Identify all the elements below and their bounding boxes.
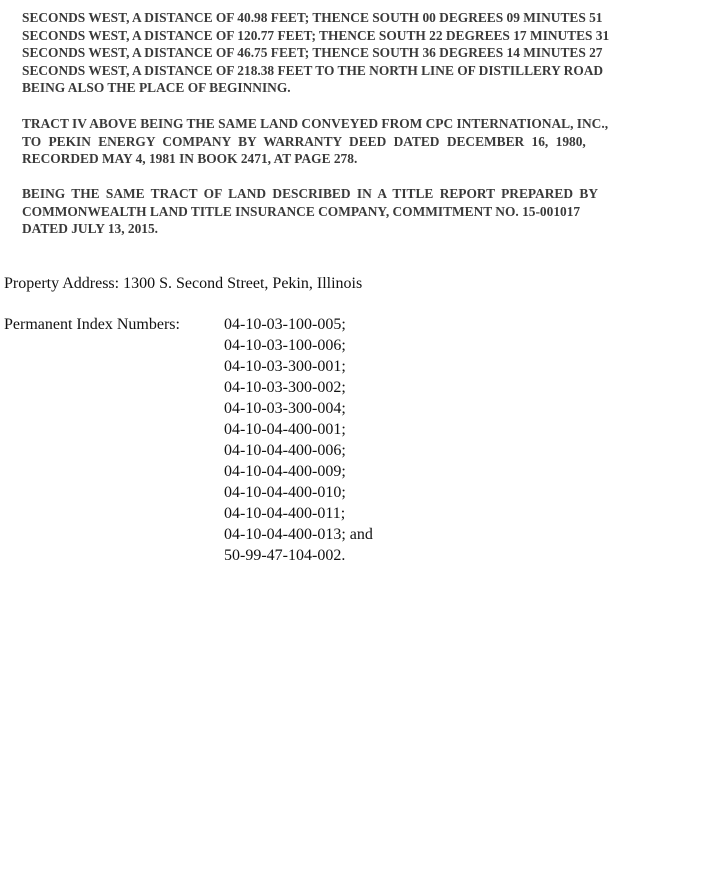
legal-description-paragraph-3	[22, 185, 690, 238]
legal-text-line: COMMONWEALTH LAND TITLE INSURANCE COMPANY, COMMITMENT NO. 15-001017	[22, 203, 581, 219]
property-address: Property Address: 1300 S. Second Street, Pekin, Illinois	[4, 275, 363, 292]
permanent-index-number: 04-10-04-400-001;	[224, 421, 346, 438]
legal-description-paragraph-2	[22, 115, 690, 168]
legal-text-line: TRACT IV ABOVE BEING THE SAME LAND CONVEYED FROM CPC INTERNATIONAL, INC.,	[22, 116, 609, 131]
permanent-index-number: 04-10-03-300-004;	[224, 400, 346, 417]
permanent-index-number: 04-10-04-400-009;	[224, 463, 346, 480]
permanent-index-label: Permanent Index Numbers:	[4, 316, 180, 333]
legal-text-line: SECONDS WEST, A DISTANCE OF 218.38 FEET TO THE NORTH LINE OF DISTILLERY ROAD	[22, 62, 604, 78]
legal-text-line: BEING THE SAME TRACT OF LAND DESCRIBED IN A TITLE REPORT PREPARED BY	[22, 186, 598, 201]
permanent-index-number: 04-10-03-100-006;	[224, 337, 346, 354]
permanent-index-number: 04-10-03-300-002;	[224, 379, 346, 396]
permanent-index-number: 50-99-47-104-002.	[224, 547, 346, 564]
legal-text-line: BEING ALSO THE PLACE OF BEGINNING.	[22, 80, 291, 96]
legal-text-line: TO PEKIN ENERGY COMPANY BY WARRANTY DEED DATED DECEMBER 16, 1980,	[22, 133, 586, 149]
legal-description-paragraph-1	[22, 9, 690, 97]
legal-text-line: SECONDS WEST, A DISTANCE OF 46.75 FEET; THENCE SOUTH 36 DEGREES 14 MINUTES 27	[22, 45, 603, 61]
legal-text-line: SECONDS WEST, A DISTANCE OF 40.98 FEET; THENCE SOUTH 00 DEGREES 09 MINUTES 51	[22, 10, 603, 25]
permanent-index-number: 04-10-04-400-010;	[224, 484, 346, 501]
permanent-index-number: 04-10-03-100-005;	[224, 316, 346, 333]
permanent-index-number: 04-10-04-400-013; and	[224, 526, 373, 543]
permanent-index-number: 04-10-04-400-011;	[224, 505, 346, 522]
permanent-index-number: 04-10-04-400-006;	[224, 442, 346, 459]
legal-text-line: RECORDED MAY 4, 1981 IN BOOK 2471, AT PAGE 278.	[22, 151, 358, 167]
permanent-index-number-list	[224, 314, 373, 566]
permanent-index-number: 04-10-03-300-001;	[224, 358, 346, 375]
legal-text-line: SECONDS WEST, A DISTANCE OF 120.77 FEET; THENCE SOUTH 22 DEGREES 17 MINUTES 31	[22, 27, 610, 43]
legal-text-line: DATED JULY 13, 2015.	[22, 221, 159, 237]
